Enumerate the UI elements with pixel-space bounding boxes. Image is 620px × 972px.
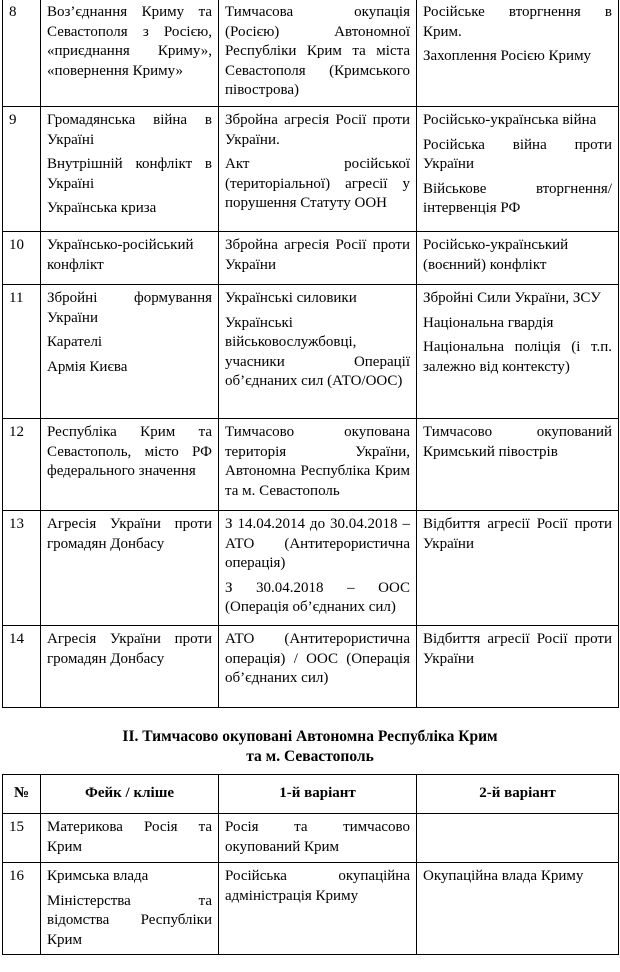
row-number: 15 xyxy=(3,814,41,863)
variant-1-cell xyxy=(219,863,417,955)
header-fake-cliche: Фейк / кліше xyxy=(41,775,219,814)
cell-paragraph: Відбиття агресії Росії проти України xyxy=(423,516,612,552)
cell-paragraph: Російська війна проти України xyxy=(423,136,612,172)
row-number: 10 xyxy=(3,232,41,285)
variant-2-cell xyxy=(417,863,619,955)
variant-1-cell xyxy=(219,285,417,419)
row-number: 12 xyxy=(3,419,41,511)
cell-paragraph: Республіка Крим та Севастополь, місто РФ федерального значення xyxy=(47,424,212,479)
cell-paragraph: Російсько-український (воєнний) конфлікт xyxy=(423,237,569,273)
cell-paragraph: Українсько-російський конфлікт xyxy=(47,237,194,273)
cell-paragraph: Відбиття агресії Росії проти України xyxy=(423,631,612,667)
cell-paragraph: Українські військовослужбовці, учасники Операції об’єднаних сил (АТО/ООС) xyxy=(225,314,410,389)
variant-2-cell xyxy=(417,511,619,626)
cell-paragraph: Міністерства та відомства Республіки Крим xyxy=(47,892,212,948)
fake-cliche-cell xyxy=(41,511,219,626)
cell-paragraph: Окупаційна влада Криму xyxy=(423,868,584,884)
fake-cliche-cell xyxy=(41,419,219,511)
terms-table-2 xyxy=(2,774,619,955)
cell-paragraph: Воз’єднання Криму та Севастополя з Росією, «приєднання Криму», «повернення Криму» xyxy=(47,4,212,79)
variant-1-cell xyxy=(219,626,417,708)
variant-2-cell xyxy=(417,0,619,107)
header-variant-2: 2-й варіант xyxy=(417,775,619,814)
cell-paragraph: Російське вторгнення в Крим. xyxy=(423,4,612,40)
table-row xyxy=(3,0,619,107)
cell-paragraph: Громадянська війна в Україні xyxy=(47,112,212,148)
variant-1-cell xyxy=(219,511,417,626)
cell-paragraph: Тимчасова окупація (Росією) Автономної Республіки Крим та міста Севастополя (Кримського півострова) xyxy=(225,4,410,98)
cell-paragraph: Національна поліція (і т.п. залежно від контексту) xyxy=(423,339,612,375)
row-number: 8 xyxy=(3,0,41,107)
variant-2-cell xyxy=(417,814,619,863)
cell-paragraph: Армія Києва xyxy=(47,358,128,375)
cell-paragraph: Українська криза xyxy=(47,200,157,216)
cell-paragraph: Збройна агресія Росії проти України. xyxy=(225,112,410,148)
cell-paragraph: З 14.04.2014 до 30.04.2018 – АТО (Антитерористична операція) xyxy=(225,516,410,571)
table-row xyxy=(3,232,619,285)
fake-cliche-cell xyxy=(41,626,219,708)
cell-paragraph: Збройна агресія Росії проти України xyxy=(225,237,410,273)
cell-paragraph: Російська окупаційна адміністрація Криму xyxy=(225,868,410,904)
header-number: № xyxy=(3,775,41,814)
fake-cliche-cell xyxy=(41,863,219,955)
section-heading-line-2: та м. Севастополь xyxy=(246,748,374,765)
cell-paragraph: Кримська влада xyxy=(47,868,149,884)
table-row xyxy=(3,863,619,955)
cell-paragraph: Українські силовики xyxy=(225,290,357,306)
section-heading xyxy=(0,727,620,767)
row-number: 13 xyxy=(3,511,41,626)
cell-paragraph: Акт російської (територіальної) агресії у порушення Статуту ООН xyxy=(225,156,410,211)
cell-paragraph: Захоплення Росією Криму xyxy=(423,48,592,64)
cell-paragraph: Тимчасово окупована територія України, Автономна Республіка Крим та м. Севастополь xyxy=(225,424,410,499)
row-number: 11 xyxy=(3,285,41,419)
fake-cliche-cell xyxy=(41,107,219,232)
variant-1-cell xyxy=(219,232,417,285)
table-row xyxy=(3,419,619,511)
table-row xyxy=(3,511,619,626)
table-row xyxy=(3,107,619,232)
variant-2-cell xyxy=(417,107,619,232)
fake-cliche-cell xyxy=(41,285,219,419)
row-number: 9 xyxy=(3,107,41,232)
row-number: 14 xyxy=(3,626,41,708)
terms-table-1 xyxy=(2,0,619,708)
variant-2-cell xyxy=(417,419,619,511)
cell-paragraph: Карателі xyxy=(47,334,103,350)
cell-paragraph: Внутрішній конфлікт в Україні xyxy=(47,156,212,192)
variant-2-cell xyxy=(417,285,619,419)
cell-paragraph: Тимчасово окупований Кримський півострів xyxy=(423,424,612,460)
variant-1-cell xyxy=(219,419,417,511)
header-variant-1: 1-й варіант xyxy=(219,775,417,814)
cell-paragraph: Військове вторгнення/інтервенція РФ xyxy=(423,180,612,216)
terms-table-1-body xyxy=(3,0,619,708)
cell-paragraph: З 30.04.2018 – ООС (Операція об’єднаних сил) xyxy=(225,579,410,615)
cell-paragraph: Національна гвардія xyxy=(423,314,554,331)
variant-1-cell xyxy=(219,0,417,107)
cell-paragraph: Материкова Росія та Крим xyxy=(47,819,212,855)
variant-1-cell xyxy=(219,814,417,863)
cell-paragraph: Агресія України проти громадян Донбасу xyxy=(47,516,212,552)
fake-cliche-cell xyxy=(41,232,219,285)
cell-paragraph: АТО (Антитерористична операція) / ООС (Операція об’єднаних сил) xyxy=(225,631,410,686)
cell-paragraph: Російсько-українська війна xyxy=(423,112,597,128)
table-row xyxy=(3,626,619,708)
table-row xyxy=(3,285,619,419)
row-number: 16 xyxy=(3,863,41,955)
table-row xyxy=(3,814,619,863)
fake-cliche-cell xyxy=(41,814,219,863)
section-heading-line-1: II. Тимчасово окуповані Автономна Республіка Крим xyxy=(122,728,498,745)
cell-paragraph: Збройні Сили України, ЗСУ xyxy=(423,290,601,306)
terms-table-2-body xyxy=(3,814,619,955)
variant-2-cell xyxy=(417,626,619,708)
cell-paragraph: Агресія України проти громадян Донбасу xyxy=(47,631,212,667)
table-header-row xyxy=(3,775,619,814)
cell-paragraph: Збройні формування України xyxy=(47,290,212,326)
fake-cliche-cell xyxy=(41,0,219,107)
variant-2-cell xyxy=(417,232,619,285)
variant-1-cell xyxy=(219,107,417,232)
cell-paragraph: Росія та тимчасово окупований Крим xyxy=(225,819,410,855)
